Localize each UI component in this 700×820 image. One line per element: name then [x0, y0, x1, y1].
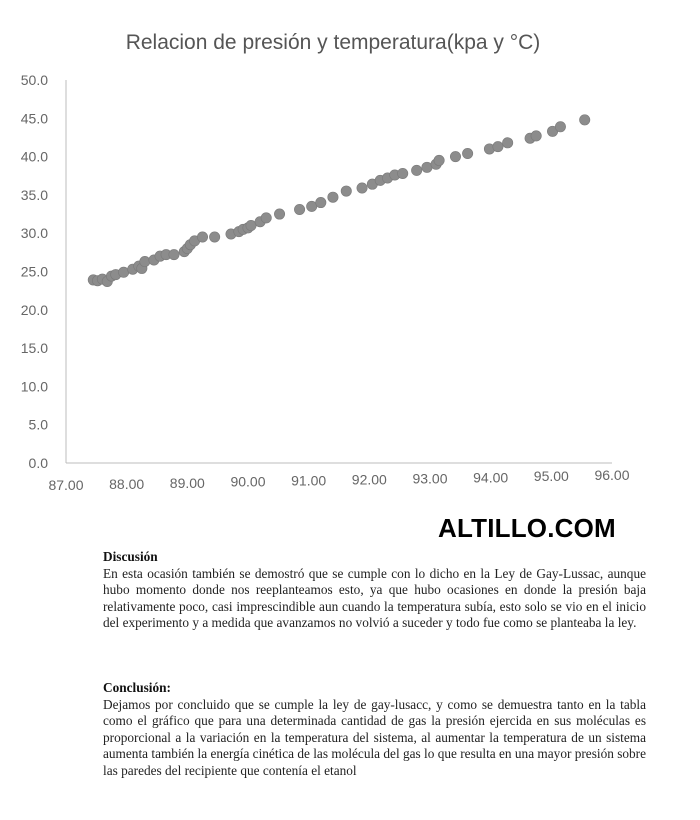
data-point [462, 148, 472, 158]
data-point [580, 115, 590, 125]
data-point [341, 186, 351, 196]
y-tick-label: 30.0 [20, 225, 48, 242]
data-point [294, 204, 304, 214]
data-point [411, 165, 421, 175]
x-tick-label: 88.00 [109, 475, 145, 492]
data-point [502, 138, 512, 148]
data-points [88, 115, 590, 287]
y-tick-label: 10.0 [20, 378, 48, 395]
x-tick-label: 91.00 [291, 472, 327, 489]
data-point [493, 141, 503, 151]
x-tick-label: 90.00 [230, 473, 266, 490]
data-point [450, 151, 460, 161]
data-point [434, 155, 444, 165]
conclusion-body: Dejamos por concluido que se cumple la ley de gay-lusacc, y como se demuestra tanto en la tabla como el gráfico que para una determinada cantidad de gas la presión ejercida en sus moléculas es proporcional a la variación en la temperatura del sistema, al aumentar la temperatura de un sistema aumenta también la energía cinética de las molécula del gas lo que resulta en una mayor presión sobre las paredes del recipiente que contenía el etanol [103, 696, 646, 778]
data-point [357, 183, 367, 193]
x-tick-label: 93.00 [412, 470, 448, 487]
x-tick-label: 92.00 [351, 471, 387, 488]
y-tick-label: 20.0 [20, 301, 48, 318]
data-point [197, 232, 207, 242]
data-point [274, 209, 284, 219]
y-axis-ticks [21, 72, 48, 471]
discussion-section [103, 549, 646, 632]
x-tick-label: 87.00 [48, 477, 84, 493]
y-tick-label: 0.0 [28, 455, 48, 471]
y-tick-label: 15.0 [20, 340, 48, 357]
conclusion-heading: Conclusión: [103, 680, 171, 695]
x-axis-ticks [48, 467, 629, 493]
y-tick-label: 50.0 [20, 72, 48, 88]
discussion-body: En esta ocasión también se demostró que se cumple con lo dicho en la Ley de Gay-Lussac, aunque hubo momento donde nos reeplanteamos esto, ya que hubo ocasiones en donde la presión baja relativamente poco, casi imprescindible aun cuando la temperatura subía, esto solo se vio en el inicio del experimento y a medida que avanzamos no volvió a suceder y todo fue como se planteaba la ley. [103, 565, 646, 631]
data-point [209, 232, 219, 242]
x-tick-label: 89.00 [169, 474, 205, 491]
conclusion-section [103, 680, 646, 780]
x-tick-label: 95.00 [533, 468, 569, 485]
y-tick-label: 35.0 [20, 186, 48, 203]
y-tick-label: 45.0 [20, 110, 48, 127]
y-tick-label: 25.0 [20, 263, 48, 280]
discussion-heading: Discusión [103, 549, 158, 564]
data-point [531, 131, 541, 141]
y-tick-label: 40.0 [20, 148, 48, 165]
watermark: ALTILLO.COM [438, 513, 616, 543]
data-point [140, 256, 150, 266]
chart-title: Relacion de presión y temperatura(kpa y °C) [125, 31, 541, 54]
data-point [316, 197, 326, 207]
x-tick-label: 96.00 [594, 467, 630, 484]
data-point [328, 192, 338, 202]
x-tick-label: 94.00 [473, 469, 509, 486]
data-point [261, 213, 271, 223]
data-point [169, 249, 179, 259]
data-point [555, 122, 565, 132]
y-tick-label: 5.0 [28, 416, 48, 433]
data-point [398, 168, 408, 178]
